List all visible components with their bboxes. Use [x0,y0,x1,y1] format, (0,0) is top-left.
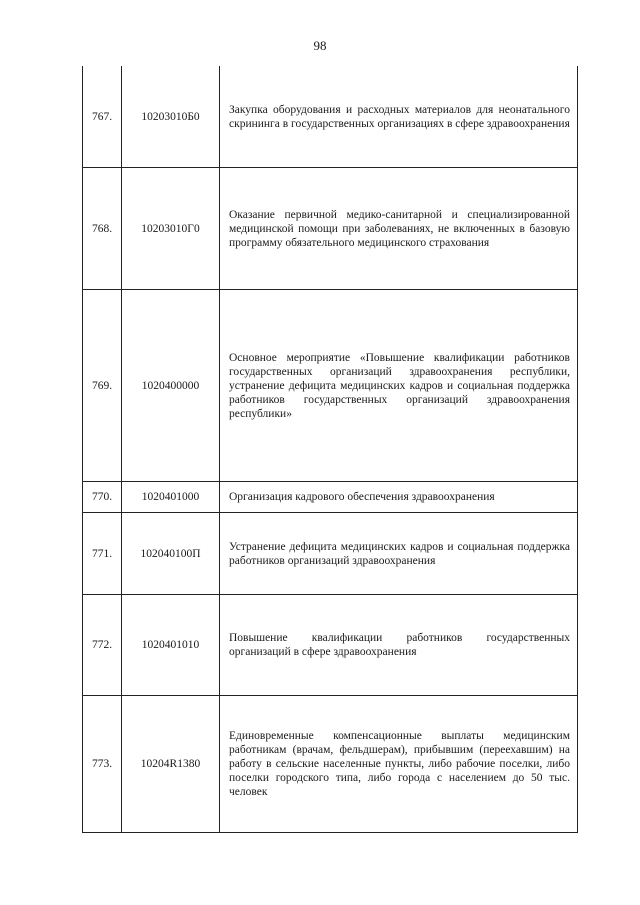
classification-code: 1020401010 [122,595,220,696]
classification-code: 10203010Г0 [122,168,220,290]
row-description: Организация кадрового обеспечения здравоохранения [220,482,578,513]
row-number: 770. [83,482,122,513]
classification-code: 10203010Б0 [122,66,220,168]
table-row [83,595,578,696]
row-description: Оказание первичной медико-санитарной и специализированной медицинской помощи при заболеваниях, не включенных в базовую программу обязательного медицинского страхования [220,168,578,290]
page-number: 98 [313,38,327,53]
row-number: 771. [83,513,122,595]
row-number: 769. [83,290,122,482]
row-description: Устранение дефицита медицинских кадров и социальная поддержка работников организаций здравоохранения [220,513,578,595]
budget-classification-table [82,66,578,833]
row-number: 768. [83,168,122,290]
classification-code: 1020400000 [122,290,220,482]
classification-code: 102040100П [122,513,220,595]
row-number: 772. [83,595,122,696]
classification-code: 10204R1380 [122,696,220,833]
table-row [83,66,578,168]
table-row [83,482,578,513]
table-row [83,168,578,290]
row-description: Закупка оборудования и расходных материалов для неонатального скрининга в государственных организациях в сфере здравоохранения [220,66,578,168]
row-description: Единовременные компенсационные выплаты медицинским работникам (врачам, фельдшерам), прибывшим (переехавшим) на работу в сельские населенные пункты, либо рабочие поселки, либо поселки городского типа, либо города с населением до 50 тыс. человек [220,696,578,833]
table-row [83,290,578,482]
table-row [83,513,578,595]
table-row [83,696,578,833]
row-number: 767. [83,66,122,168]
row-description: Повышение квалификации работников государственных организаций в сфере здравоохранения [220,595,578,696]
row-description: Основное мероприятие «Повышение квалификации работников государственных организаций здравоохранения республики, устранение дефицита медицинских кадров и социальная поддержка работников государственных организаций здравоохранения республики» [220,290,578,482]
row-number: 773. [83,696,122,833]
classification-code: 1020401000 [122,482,220,513]
